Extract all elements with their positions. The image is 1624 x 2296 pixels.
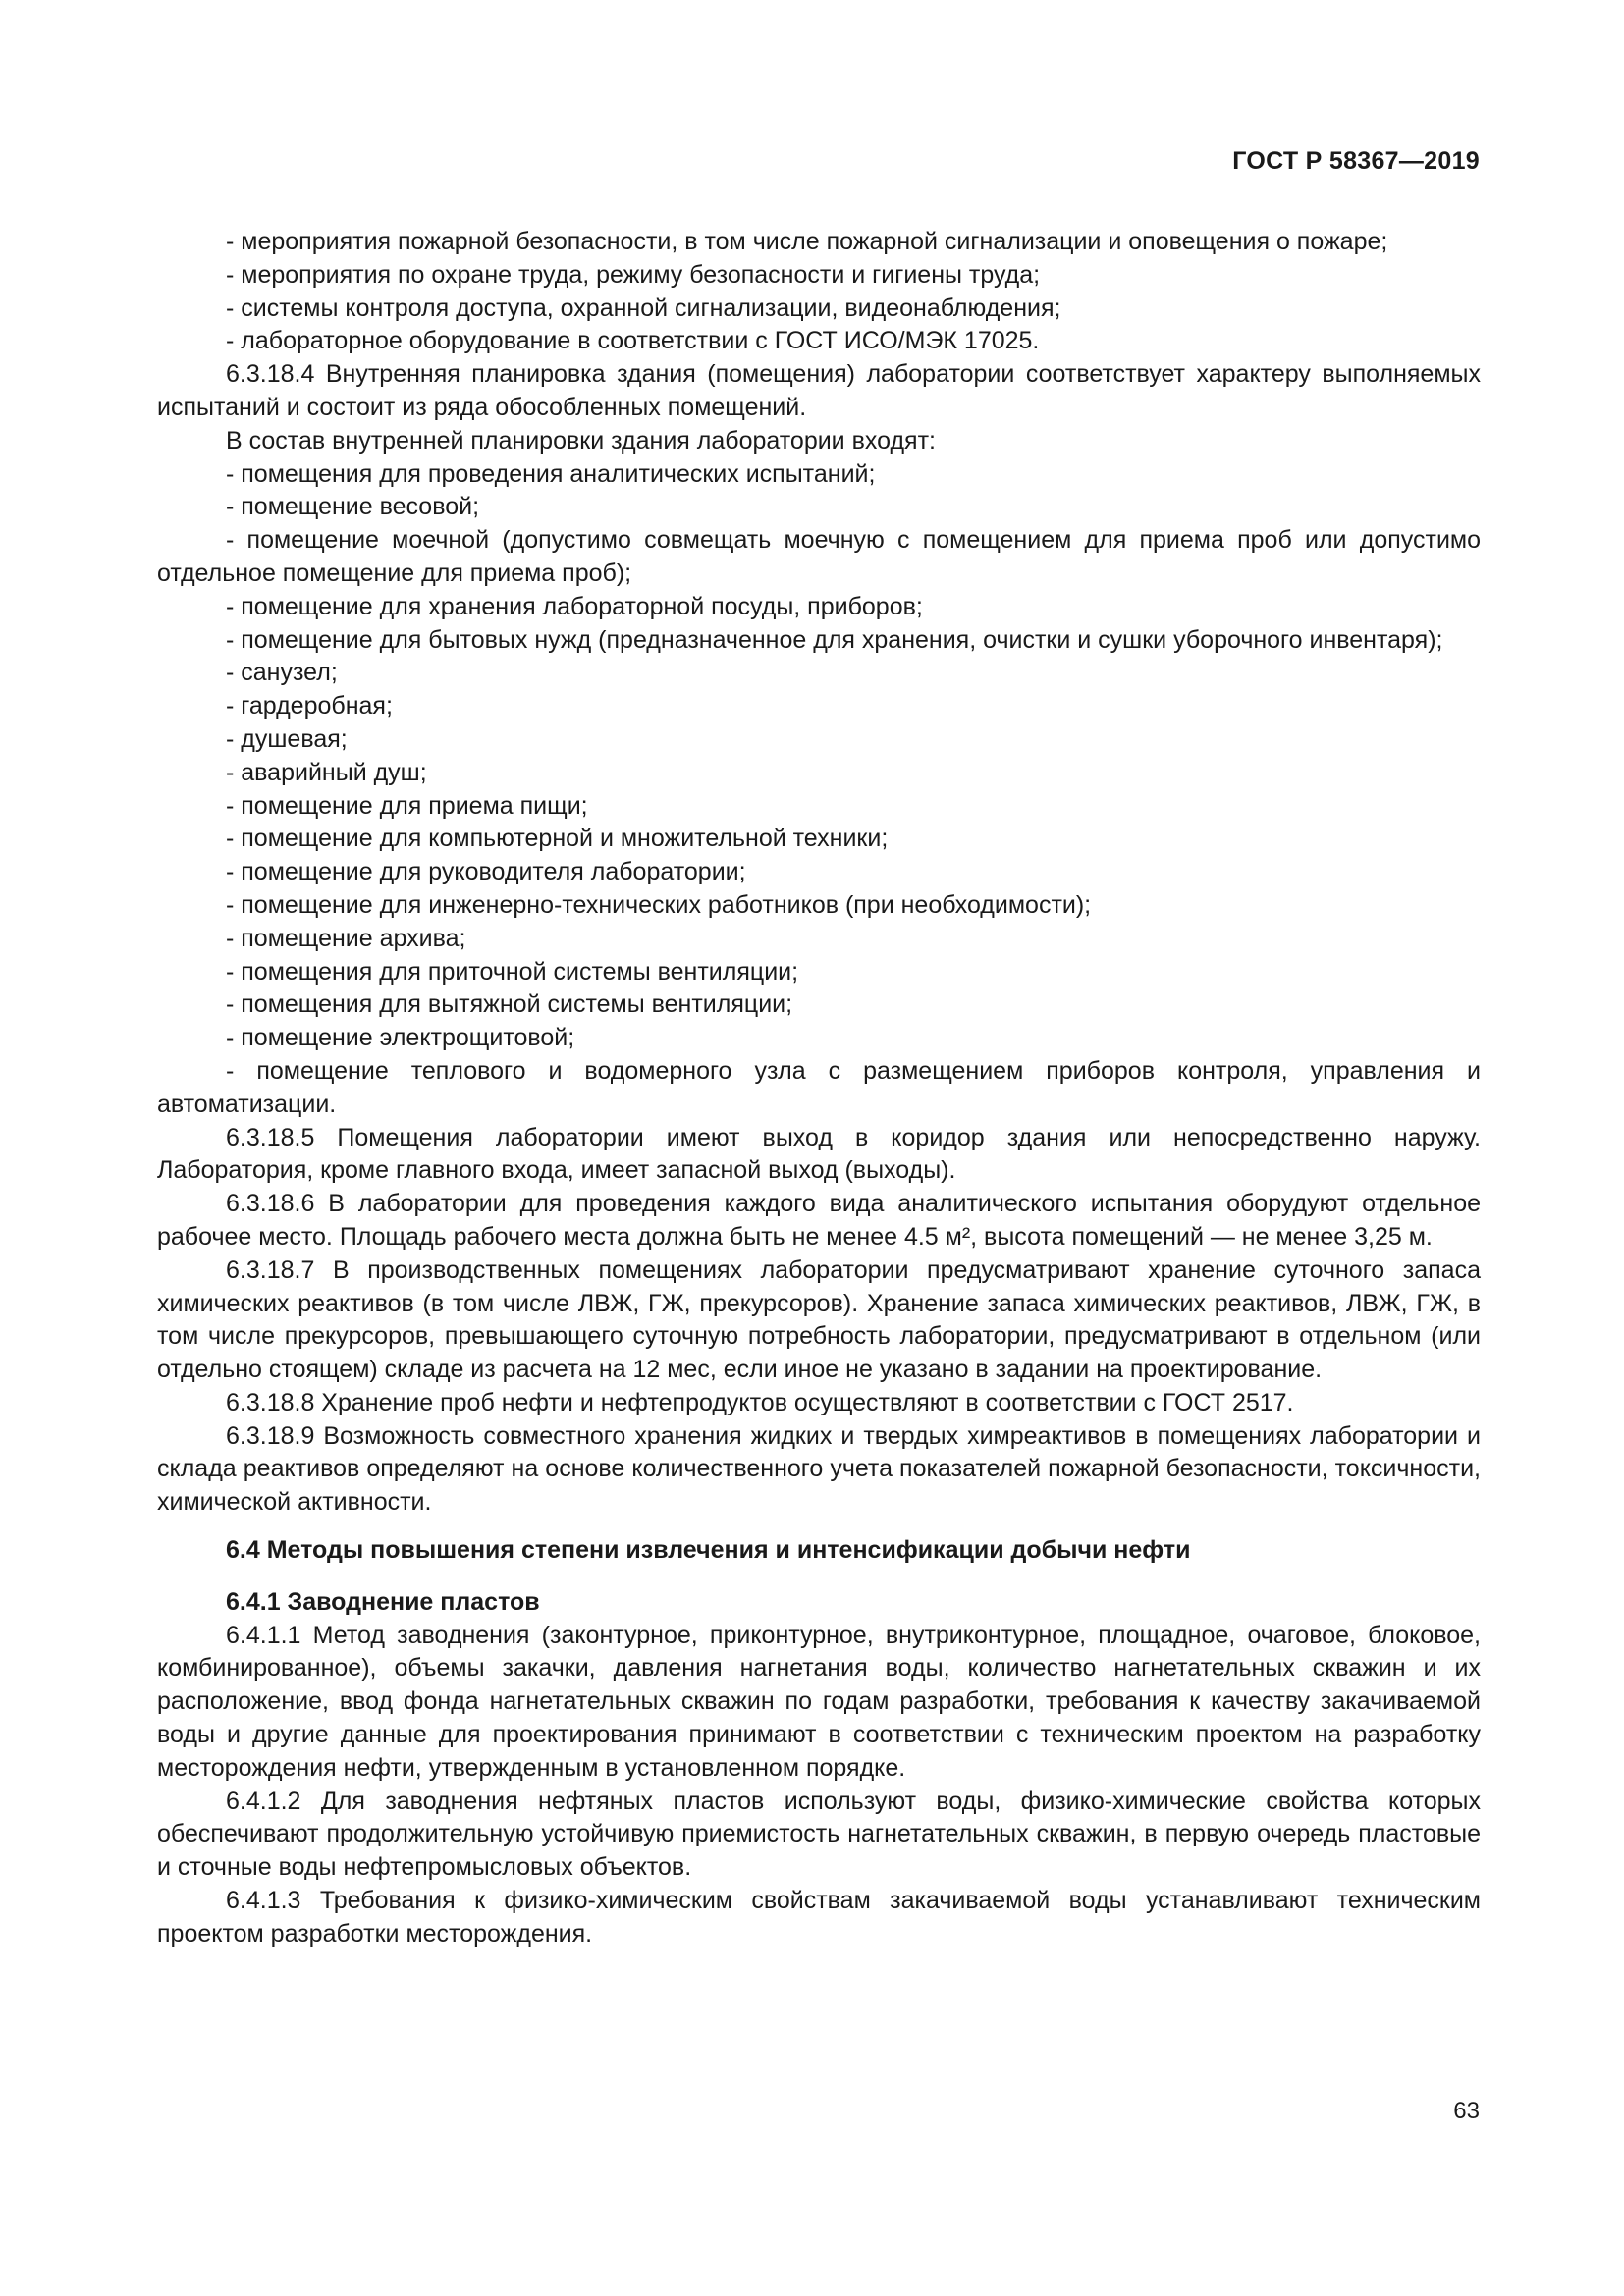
list-item: - лабораторное оборудование в соответствии с ГОСТ ИСО/МЭК 17025. — [226, 327, 1040, 355]
paragraph: 6.4.1.3 Требования к физико-химическим свойствам закачиваемой воды устанавливают техническим проектом разработки месторождения. — [157, 1887, 1481, 1948]
list-item: - гардеробная; — [226, 692, 393, 721]
document-body — [157, 226, 1481, 1951]
list-item: - системы контроля доступа, охранной сигнализации, видеонаблюдения; — [226, 294, 1061, 322]
list-item: - помещения для приточной системы вентиляции; — [226, 957, 799, 986]
paragraph: 6.3.18.8 Хранение проб нефти и нефтепродуктов осуществляют в соответствии с ГОСТ 2517. — [226, 1388, 1294, 1416]
list-item: - помещение весовой; — [226, 493, 480, 521]
list-item: - помещение для руководителя лаборатории; — [226, 858, 746, 886]
list-item: - помещение архива; — [226, 924, 466, 952]
list-item: - помещение моечной (допустимо совмещать моечную с помещением для приема проб или допустимо отдельное помещение для приема проб); — [157, 526, 1481, 587]
list-item: - мероприятия по охране труда, режиму безопасности и гигиены труда; — [226, 260, 1041, 289]
list-item: - мероприятия пожарной безопасности, в том числе пожарной сигнализации и оповещения о пожаре; — [226, 228, 1388, 255]
list-item: - помещение для бытовых нужд (предназначенное для хранения, очистки и сушки уборочного инвентаря); — [226, 625, 1443, 654]
page-number: 63 — [1453, 2098, 1480, 2124]
list-item: - помещение теплового и водомерного узла с размещением приборов контроля, управления и автоматизации. — [157, 1056, 1481, 1118]
document-code: ГОСТ Р 58367—2019 — [1232, 147, 1480, 175]
list-item: - душевая; — [226, 724, 348, 753]
list-item: - помещение для инженерно-технических работников (при необходимости); — [226, 890, 1092, 919]
list-item: - санузел; — [226, 659, 338, 687]
paragraph: 6.3.18.7 В производственных помещениях лаборатории предусматривают хранение суточного запаса химических реактивов (в том числе ЛВЖ, ГЖ, прекурсоров). Хранение запаса химических реактивов, ЛВЖ, ГЖ, в том числе прекурсоров, превышающего суточную потребность лаборатории, предусматривают в отдельном (или отдельно стоящем) складе из расчета на 12 мес, если иное не указано в задании на проектирование. — [157, 1255, 1481, 1384]
paragraph: В состав внутренней планировки здания лаборатории входят: — [226, 426, 936, 454]
list-item: - помещение для приема пищи; — [226, 791, 588, 820]
list-item: - помещения для вытяжной системы вентиляции; — [226, 990, 793, 1019]
list-item: - аварийный душ; — [226, 758, 427, 786]
section-heading: 6.4 Методы повышения степени извлечения и интенсификации добычи нефти — [226, 1536, 1191, 1565]
list-item: - помещения для проведения аналитических испытаний; — [226, 459, 876, 488]
paragraph: 6.3.18.6 В лаборатории для проведения каждого вида аналитического испытания оборудуют отдельное рабочее место. Площадь рабочего места должна быть не менее 4.5 м², высота помещений — не менее 3,25 м. — [157, 1190, 1481, 1251]
paragraph: 6.4.1.2 Для заводнения нефтяных пластов используют воды, физико-химические свойства которых обеспечивают продолжительную устойчивую приемистость нагнетательных скважин, в первую очередь пластовые и сточные воды нефтепромысловых объектов. — [157, 1787, 1481, 1882]
subsection-heading: 6.4.1 Заводнение пластов — [226, 1587, 540, 1616]
paragraph: 6.3.18.4 Внутренняя планировка здания (помещения) лаборатории соответствует характеру выполняемых испытаний и состоит из ряда обособленных помещений. — [157, 360, 1481, 421]
paragraph: 6.3.18.5 Помещения лаборатории имеют выход в коридор здания или непосредственно наружу. Лаборатория, кроме главного входа, имеет запасной выход (выходы). — [157, 1123, 1481, 1185]
list-item: - помещение для компьютерной и множительной техники; — [226, 825, 889, 853]
list-item: - помещение для хранения лабораторной посуды, приборов; — [226, 592, 923, 620]
paragraph: 6.4.1.1 Метод заводнения (законтурное, приконтурное, внутриконтурное, площадное, очаговое, блоковое, комбинированное), объемы закачки, давления нагнетания воды, количество нагнетательных скважин и их расположение, ввод фонда нагнетательных скважин по годам разработки, требования к качеству закачиваемой воды и другие данные для проектирования принимают в соответствии с техническим проектом на разработку месторождения нефти, утвержденным в установленном порядке. — [157, 1621, 1481, 1782]
paragraph: 6.3.18.9 Возможность совместного хранения жидких и твердых химреактивов в помещениях лаборатории и склада реактивов определяют на основе количественного учета показателей пожарной безопасности, токсичности, химической активности. — [157, 1421, 1481, 1517]
list-item: - помещение электрощитовой; — [226, 1024, 575, 1052]
